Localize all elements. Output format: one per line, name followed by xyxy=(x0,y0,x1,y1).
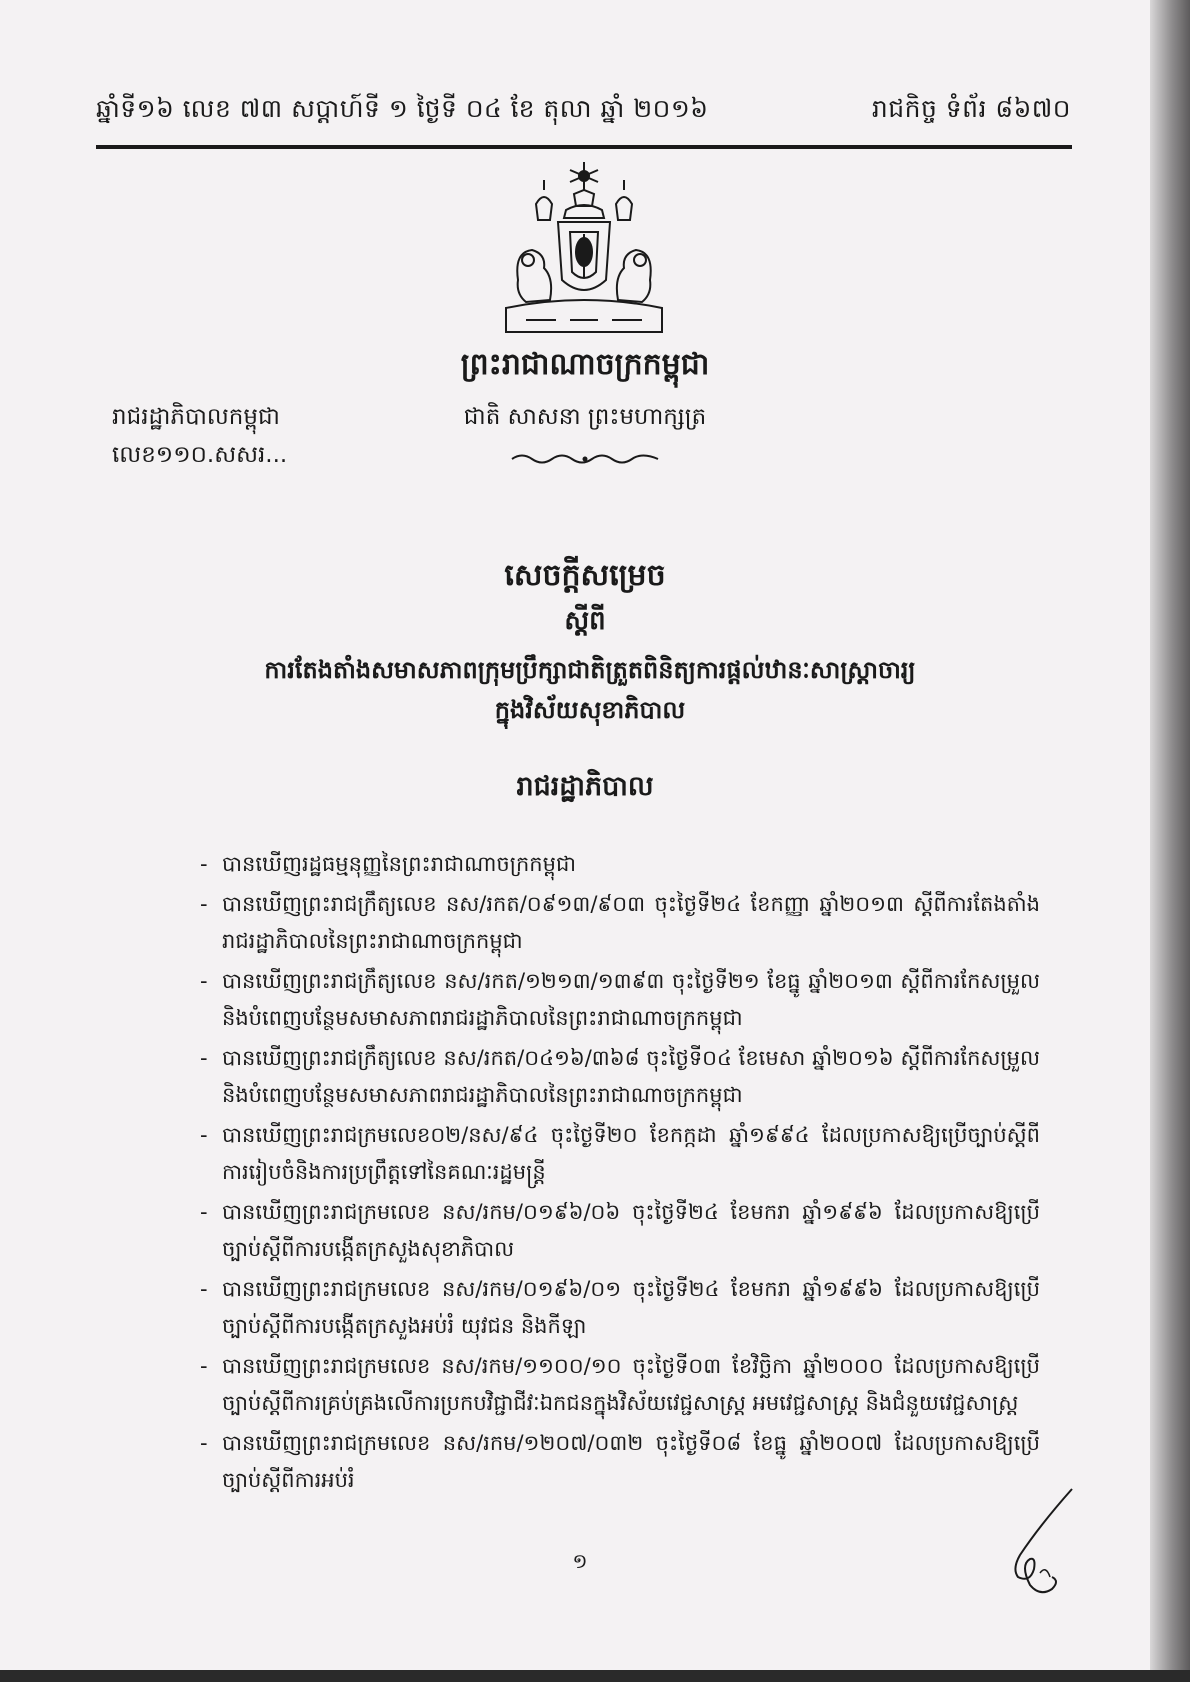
subject-line-1: ការតែងតាំងសមាសភាពក្រុមប្រឹក្សាជាតិត្រួតពិនិត្យការផ្តល់ឋានៈសាស្ត្រាចារ្យ xyxy=(264,656,916,684)
bullet-dash-icon: - xyxy=(200,1354,208,1378)
document-about: ស្តីពី xyxy=(564,606,606,636)
bullet-dash-icon: - xyxy=(200,969,208,993)
document-subject xyxy=(150,650,1030,730)
bullet-dash-icon: - xyxy=(200,1046,208,1070)
issuing-authority: រាជរដ្ឋាភិបាល xyxy=(516,771,654,802)
gazette-page-number: រាជកិច្ច ទំព័រ ៨៦៧០ xyxy=(871,94,1071,123)
gazette-header xyxy=(96,94,1071,130)
list-item: - បានឃើញព្រះរាជក្រមលេខ០២/នស/៩៤ ចុះថ្ងៃទី២០ ខែកក្កដា ឆ្នាំ១៩៩៤ ដែលប្រកាសឱ្យប្រើច្បាប់ស្តីពីការរៀបចំនិងការប្រព្រឹត្តទៅនៃគណៈរដ្ឋមន្ត្រី xyxy=(200,1117,1040,1191)
scan-bottom-edge xyxy=(0,1670,1190,1682)
page-number: ១ xyxy=(572,1549,588,1573)
issuer-block xyxy=(112,398,352,474)
list-item: - បានឃើញព្រះរាជក្រឹត្យលេខ នស/រកត/០៤១៦/៣៦៨ ចុះថ្ងៃទី០៤ ខែមេសា ឆ្នាំ២០១៦ ស្តីពីការកែសម្រួលនិងបំពេញបន្ថែមសមាសភាពរាជរដ្ឋាភិបាលនៃព្រះរាជាណាចក្រកម្ពុជា xyxy=(200,1040,1040,1114)
kingdom-title: ព្រះរាជាណាចក្រកម្ពុជា xyxy=(460,347,710,382)
royal-coat-of-arms-icon xyxy=(496,160,672,340)
list-item: - បានឃើញព្រះរាជក្រមលេខ នស/រកម/១២០៧/០៣២ ចុះថ្ងៃទី០៨ ខែធ្នូ ឆ្នាំ២០០៧ ដែលប្រកាសឱ្យប្រើច្បាប់ស្តីពីការអប់រំ xyxy=(200,1425,1040,1499)
list-item: - បានឃើញព្រះរាជក្រមលេខ នស/រកម/០១៩៦/០១ ចុះថ្ងៃទី២៤ ខែមករា ឆ្នាំ១៩៩៦ ដែលប្រកាសឱ្យប្រើច្បាប់ស្តីពីការបង្កើតក្រសួងអប់រំ យុវជន និងកីឡា xyxy=(200,1271,1040,1345)
bullet-dash-icon: - xyxy=(200,852,208,876)
gazette-issue-info: ឆ្នាំទី១៦ លេខ ៧៣ សប្តាហ៍ទី ១ ថ្ងៃទី ០៤ ខែ តុលា ឆ្នាំ ២០១៦ xyxy=(96,94,709,123)
document-number: លេខ១១០.សសរ... xyxy=(112,442,288,468)
handwritten-initial-icon xyxy=(990,1485,1080,1600)
considerations-list xyxy=(200,846,1040,1502)
bullet-dash-icon: - xyxy=(200,1431,208,1455)
government-name: រាជរដ្ឋាភិបាលកម្ពុជា xyxy=(112,404,280,430)
subject-line-2: ក្នុងវិស័យសុខាភិបាល xyxy=(494,696,686,724)
bullet-dash-icon: - xyxy=(200,1277,208,1301)
national-motto: ជាតិ សាសនា ព្រះមហាក្សត្រ xyxy=(463,404,707,430)
ornament-divider-icon xyxy=(510,452,660,466)
list-item: - បានឃើញរដ្ឋធម្មនុញ្ញនៃព្រះរាជាណាចក្រកម្ពុជា xyxy=(200,846,1040,883)
scan-shadow-edge xyxy=(1150,0,1190,1682)
list-item: - បានឃើញព្រះរាជក្រឹត្យលេខ នស/រកត/០៩១៣/៩០៣ ចុះថ្ងៃទី២៤ ខែកញ្ញា ឆ្នាំ២០១៣ ស្តីពីការតែងតាំងរាជរដ្ឋាភិបាលនៃព្រះរាជាណាចក្រកម្ពុជា xyxy=(200,886,1040,960)
list-item: - បានឃើញព្រះរាជក្រឹត្យលេខ នស/រកត/១២១៣/១៣៩៣ ចុះថ្ងៃទី២១ ខែធ្នូ ឆ្នាំ២០១៣ ស្តីពីការកែសម្រួលនិងបំពេញបន្ថែមសមាសភាពរាជរដ្ឋាភិបាលនៃព្រះរាជាណាចក្រកម្ពុជា xyxy=(200,963,1040,1037)
header-rule xyxy=(96,145,1072,149)
bullet-dash-icon: - xyxy=(200,1123,208,1147)
list-item: - បានឃើញព្រះរាជក្រមលេខ នស/រកម/០១៩៦/០៦ ចុះថ្ងៃទី២៤ ខែមករា ឆ្នាំ១៩៩៦ ដែលប្រកាសឱ្យប្រើច្បាប់ស្តីពីការបង្កើតក្រសួងសុខាភិបាល xyxy=(200,1194,1040,1268)
list-item: - បានឃើញព្រះរាជក្រមលេខ នស/រកម/១១០០/១០ ចុះថ្ងៃទី០៣ ខែវិច្ឆិកា ឆ្នាំ២០០០ ដែលប្រកាសឱ្យប្រើច្បាប់ស្តីពីការគ្រប់គ្រងលើការប្រកបវិជ្ជាជីវៈឯកជនក្នុងវិស័យវេជ្ជសាស្ត្រ អមវេជ្ជសាស្ត្រ និងជំនួយវេជ្ជសាស្ត្រ xyxy=(200,1348,1040,1422)
document-type: សេចក្តីសម្រេច xyxy=(504,558,666,593)
bullet-dash-icon: - xyxy=(200,1200,208,1224)
bullet-dash-icon: - xyxy=(200,892,208,916)
